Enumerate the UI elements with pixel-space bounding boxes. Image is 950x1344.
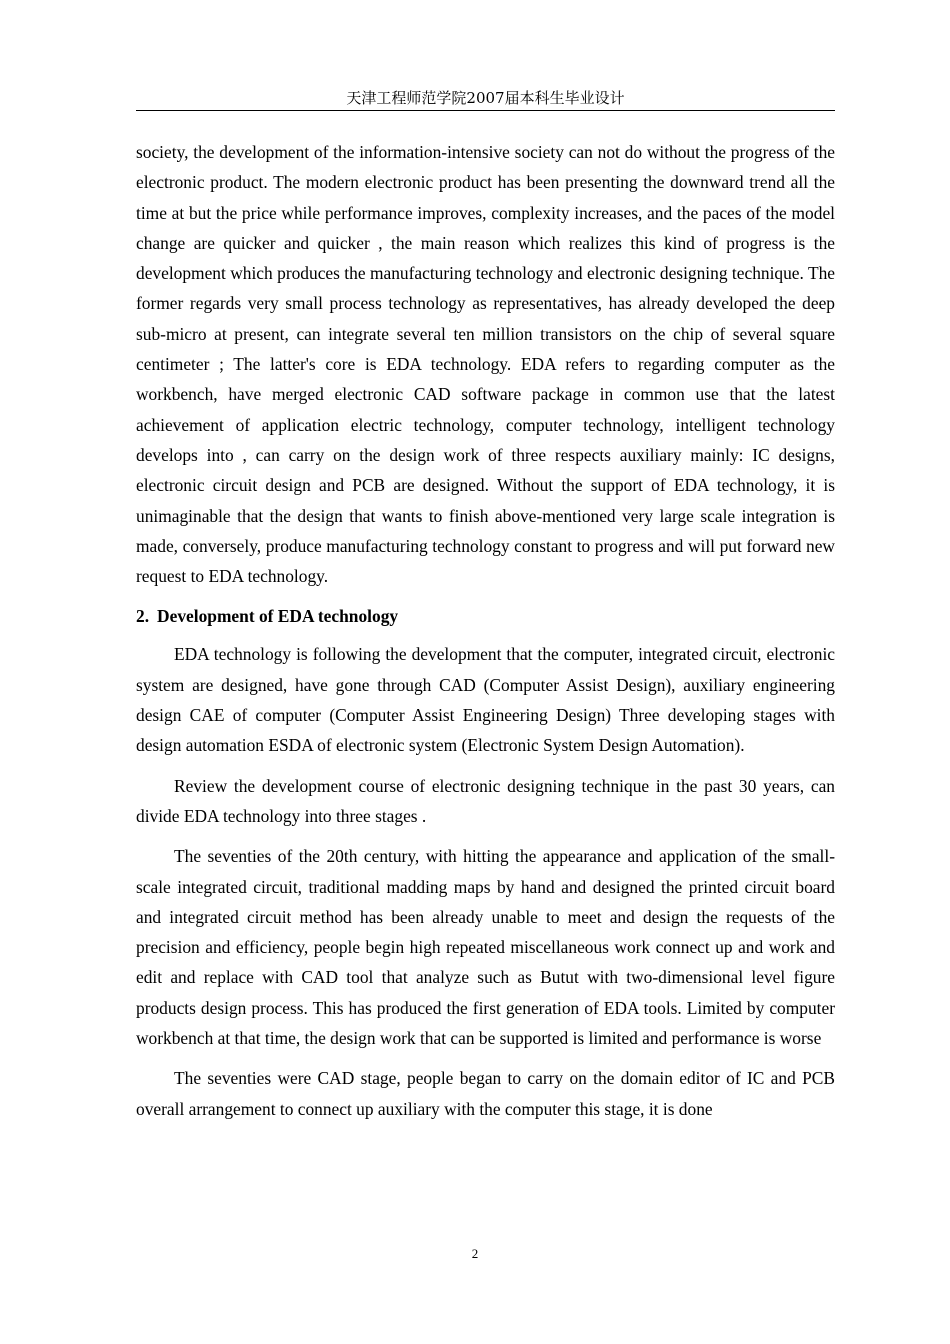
header-rule: [136, 110, 835, 111]
paragraph-review: Review the development course of electronic designing technique in the past 30 years, can divide EDA technology into three stages .: [136, 775, 835, 826]
page-header: 天津工程师范学院2007届本科生毕业设计: [346, 89, 625, 107]
paragraph-society: society, the development of the information-intensive society can not do without the progress of the electronic product. The modern electronic product has been presenting the downward trend all the time at but the price while performance improves, complexity increases, and the paces of the model change are quicker and quicker , the main reason which realizes this kind of progress is the development which produces the manufacturing technology and electronic designing technique. The former regards very small process technology as representatives, has already developed the deep sub-micro at present, can integrate several ten million transistors on the chip of several square centimeter ; The latter's core is EDA technology. EDA refers to regarding computer as the workbench, have merged electronic CAD software package in common use that the latest achievement of application electric technology, computer technology, intelligent technology develops into , can carry on the design work of three respects auxiliary mainly: IC designs, electronic circuit design and PCB are designed. Without the support of EDA technology, it is unimaginable that the design that wants to finish above-mentioned very large scale integration is made, conversely, produce manufacturing technology constant to progress and will put forward new request to EDA technology.: [136, 142, 835, 587]
paragraph-eda-development: EDA technology is following the development that the computer, integrated circuit, electronic system are designed, have gone through CAD (Computer Assist Design), auxiliary engineering design CAE of computer (Computer Assist Engineering Design) Three developing stages with design automation ESDA of electronic system (Electronic System Design Automation).: [136, 644, 835, 756]
paragraph-cad-stage: The seventies were CAD stage, people began to carry on the domain editor of IC and PCB overall arrangement to connect up auxiliary with the computer this stage, it is done: [136, 1068, 835, 1119]
section-number: 2.: [136, 606, 150, 627]
section-title: Development of EDA technology: [157, 606, 399, 627]
page-number: 2: [471, 1246, 479, 1261]
section-heading: [136, 601, 835, 631]
paragraph-seventies-20th-century: The seventies of the 20th century, with hitting the appearance and application of the small- scale integrated circuit, traditional madding maps by hand and designed the printed circuit board and integrated circuit method has been already unable to meet and design the requests of the precision and efficiency, people begin high repeated miscellaneous work connect up and work and edit and replace with CAD tool that analyze such as Butut with two-dimensional level figure products design process. This has produced the first generation of EDA tools. Limited by computer workbench at that time, the design work that can be supported is limited and performance is worse: [136, 846, 835, 1049]
document-body: [136, 137, 835, 1134]
